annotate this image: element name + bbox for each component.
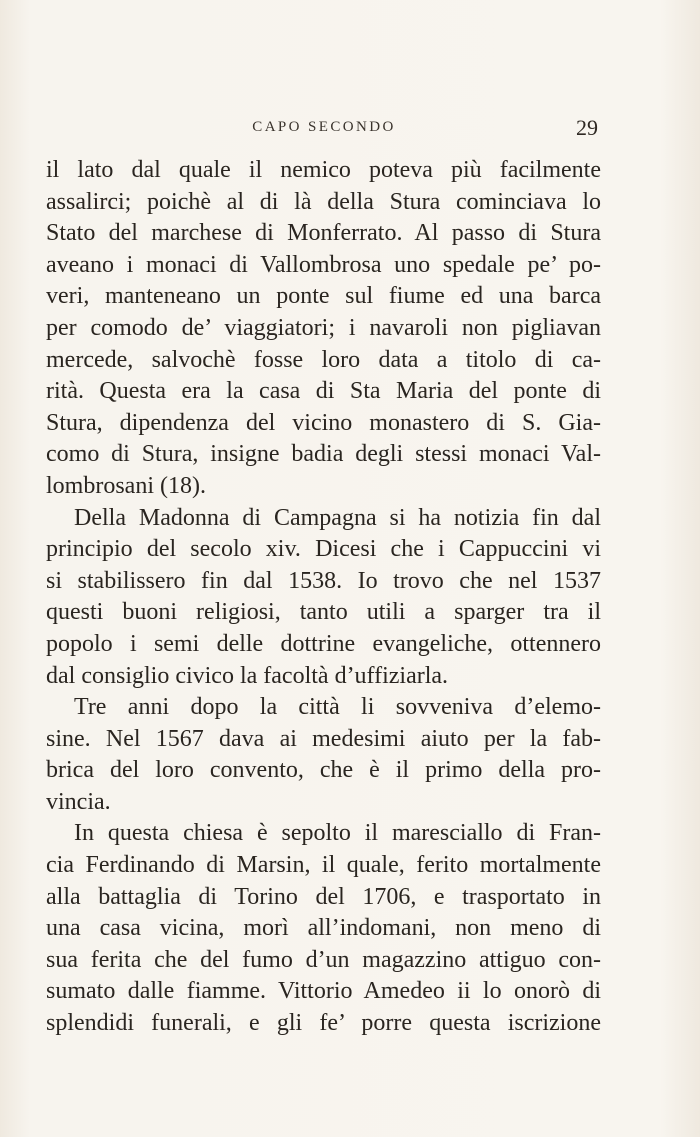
text-line: dal consiglio civico la facoltà d’uffiziarla.: [46, 662, 449, 689]
text-line: mercede, salvochè fosse loro data a titolo di ca-: [46, 346, 601, 373]
text-line: Della Madonna di Campagna si ha notizia fin dal: [74, 504, 601, 531]
text-line: assalirci; poichè al di là della Stura cominciava lo: [46, 188, 601, 215]
text-line: si stabilissero fin dal 1538. Io trovo che nel 1537: [46, 567, 601, 594]
text-line: Stato del marchese di Monferrato. Al passo di Stura: [46, 220, 601, 247]
text-line: sine. Nel 1567 dava ai medesimi aiuto per la fab-: [46, 725, 601, 752]
text-line: lombrosani (18).: [46, 472, 206, 499]
text-line: como di Stura, insigne badia degli stessi monaci Val-: [46, 441, 601, 468]
text-line: sua ferita che del fumo d’un magazzino attiguo con-: [46, 946, 601, 973]
text-line: rità. Questa era la casa di Sta Maria del ponte di: [46, 378, 601, 405]
running-title: CAPO SECONDO: [252, 119, 396, 135]
text-line: questi buoni religiosi, tanto utili a sparger tra il: [46, 599, 601, 626]
body-text: [46, 155, 601, 1040]
text-line: aveano i monaci di Vallombrosa uno spedale pe’ po-: [46, 251, 601, 278]
running-head: [48, 115, 600, 145]
text-line: principio del secolo xiv. Dicesi che i Cappuccini vi: [46, 536, 601, 563]
text-line: brica del loro convento, che è il primo della pro-: [46, 757, 601, 784]
text-line: Tre anni dopo la città li sovveniva d’elemo-: [74, 694, 601, 721]
text-line: una casa vicina, morì all’indomani, non meno di: [46, 915, 601, 942]
text-line: popolo i semi delle dottrine evangeliche, ottennero: [46, 630, 601, 657]
text-line: In questa chiesa è sepolto il maresciallo di Fran-: [74, 820, 601, 847]
text-line: alla battaglia di Torino del 1706, e trasportato in: [46, 883, 601, 910]
text-line: veri, manteneano un ponte sul fiume ed una barca: [46, 283, 601, 310]
text-line: vincia.: [46, 788, 111, 815]
text-line: Stura, dipendenza del vicino monastero di S. Gia-: [46, 409, 601, 436]
text-line: splendidi funerali, e gli fe’ porre questa iscrizione: [46, 1010, 601, 1037]
text-line: sumato dalle fiamme. Vittorio Amedeo ii lo onorò di: [46, 978, 601, 1005]
text-line: per comodo de’ viaggiatori; i navaroli non pigliavan: [46, 314, 601, 341]
page-number: 29: [576, 115, 598, 140]
text-line: il lato dal quale il nemico poteva più facilmente: [46, 157, 601, 183]
text-line: cia Ferdinando di Marsin, il quale, ferito mortalmente: [46, 852, 601, 879]
